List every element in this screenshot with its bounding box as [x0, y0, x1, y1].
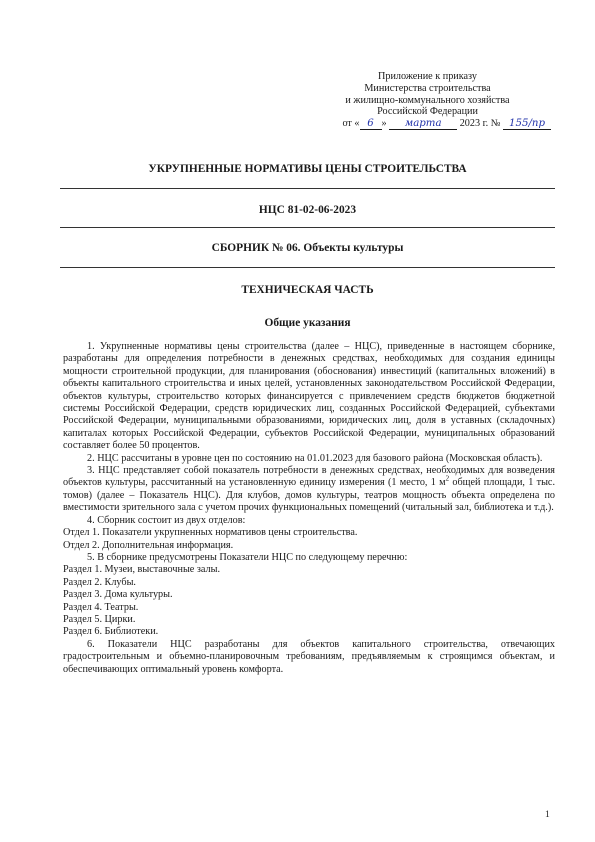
- order-date-line: [300, 118, 555, 130]
- divider-2: [60, 227, 555, 228]
- paragraph-2: 2. НЦС рассчитаны в уровне цен по состоянию на 01.01.2023 для базового района (Московская область).: [87, 452, 543, 464]
- collection-title: СБОРНИК № 06. Объекты культуры: [211, 242, 404, 254]
- appendix-line-3: и жилищно-коммунального хозяйства: [345, 94, 510, 106]
- department-2: Отдел 2. Дополнительная информация.: [63, 539, 234, 551]
- paragraph-3-end: общей площади, 1 тыс. томов) (далее – Показатель НЦС). Для клубов, домов культуры, театров мощность объекта определена по вместимости зрительного зала с учетом прочих функциональных помещений (читальный зал, библиотека и т.д.).: [63, 477, 556, 514]
- section-item-1: Раздел 1. Музеи, выставочные залы.: [63, 564, 220, 576]
- body-text: [63, 341, 555, 676]
- subsection-title: Общие указания: [264, 317, 351, 329]
- section-item-2: Раздел 2. Клубы.: [63, 576, 136, 588]
- appendix-line-2: Министерства строительства: [364, 82, 491, 94]
- section-title: ТЕХНИЧЕСКАЯ ЧАСТЬ: [241, 284, 374, 296]
- section-item-6: Раздел 6. Библиотеки.: [63, 626, 159, 638]
- page-number: 1: [545, 810, 550, 820]
- handwritten-month: марта: [389, 119, 457, 130]
- section-item-4: Раздел 4. Театры.: [63, 601, 139, 613]
- paragraph-4: 4. Сборник состоит из двух отделов:: [87, 514, 246, 526]
- date-prefix: от «: [342, 118, 360, 130]
- section-item-5: Раздел 5. Цирки.: [63, 613, 136, 625]
- appendix-header: [300, 71, 555, 130]
- paragraph-3: [63, 465, 555, 515]
- section-item-3: Раздел 3. Дома культуры.: [63, 589, 173, 601]
- paragraph-6: 6. Показатели НЦС разработаны для объектов капитального строительства, отвечающих градостроительным и объемно-планировочным требованиям, предъявляемым к строящимся объектам, и обеспечивающих оптимальный уровень комфорта.: [63, 638, 555, 675]
- department-1: Отдел 1. Показатели укрупненных нормативов цены строительства.: [63, 527, 358, 539]
- superscript-2: 2: [445, 475, 450, 484]
- handwritten-day: 6: [360, 119, 382, 130]
- norm-code: НЦС 81-02-06-2023: [258, 204, 357, 216]
- main-title: УКРУПНЕННЫЕ НОРМАТИВЫ ЦЕНЫ СТРОИТЕЛЬСТВА: [148, 163, 467, 175]
- appendix-line-1: Приложение к приказу: [378, 71, 477, 82]
- paragraph-1: 1. Укрупненные нормативы цены строительства (далее – НЦС), приведенные в настоящем сборнике, разработаны для определения потребности в денежных средствах, необходимых для создания единицы мощности строительной продукции, для планирования (обоснования) инвестиций (капитальных вложений) в объекты капитального строительства и иных целей, установленных законодательством Российской Федерации, объектов культуры, строительство которых финансируется с привлечением средств бюджетов бюджетной системы Российской Федерации, средств юридических лиц, созданных Российской Федерацией, субъектами Российской Федерации, муниципальными образованиями, юридических лиц, доля в уставных (складочных) капиталах которых Российской Федерации, субъектов Российской Федерации, муниципальных образований составляет более 50 процентов.: [63, 341, 555, 452]
- handwritten-order-number: 155/пр: [503, 119, 551, 130]
- date-mid: »: [381, 118, 387, 130]
- paragraph-5: 5. В сборнике предусмотрены Показатели НЦС по следующему перечню:: [87, 551, 408, 563]
- appendix-line-4: Российской Федерации: [377, 106, 478, 118]
- divider-1: [60, 188, 555, 189]
- paragraph-3-start: 3. НЦС представляет собой показатель потребности в денежных средствах, необходимых для возведения объектов культуры, рассчитанный на установленную единицу измерения (1 место, 1 м: [63, 465, 555, 489]
- divider-3: [60, 267, 555, 268]
- date-year: 2023 г. №: [459, 118, 501, 130]
